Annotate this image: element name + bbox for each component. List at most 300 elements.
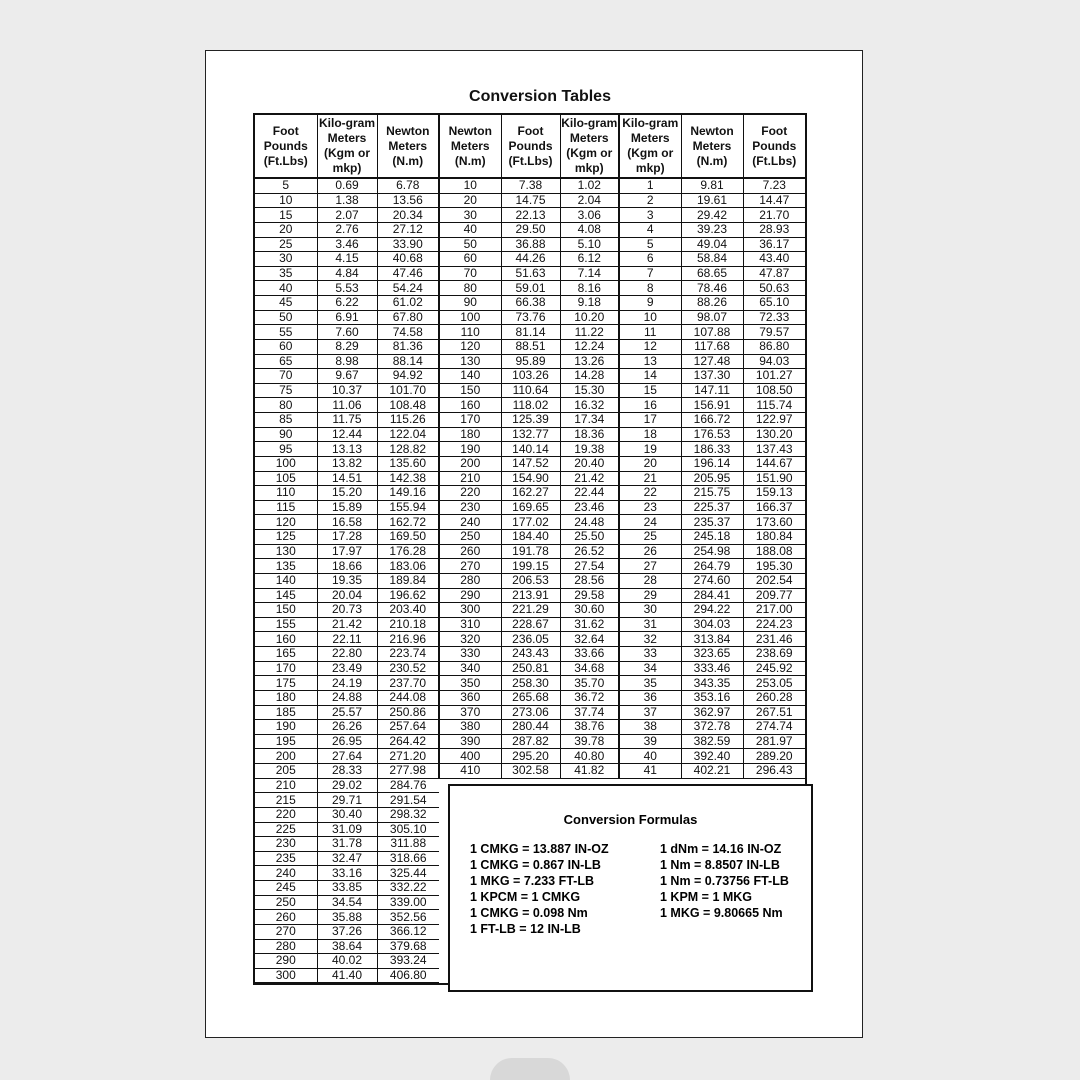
table-cell: 22.11 xyxy=(317,632,377,647)
table-row xyxy=(255,690,805,705)
table-cell: 154.90 xyxy=(501,471,560,486)
table-cell: 66.38 xyxy=(501,296,560,311)
table-cell: 245.18 xyxy=(681,530,743,545)
table-cell: 302.58 xyxy=(501,764,560,779)
table-cell: 2 xyxy=(619,193,681,208)
table-cell: 210 xyxy=(255,778,317,793)
table-cell: 210.18 xyxy=(377,617,439,632)
table-cell: 290 xyxy=(255,954,317,969)
table-cell: 45 xyxy=(255,296,317,311)
table-cell: 37.74 xyxy=(560,705,619,720)
table-cell: 130 xyxy=(439,354,501,369)
table-cell: 86.80 xyxy=(743,339,805,354)
table-cell: 166.72 xyxy=(681,413,743,428)
table-cell: 95.89 xyxy=(501,354,560,369)
table-row xyxy=(255,617,805,632)
table-cell: 101.27 xyxy=(743,369,805,384)
table-cell: 284.41 xyxy=(681,588,743,603)
table-cell: 162.27 xyxy=(501,486,560,501)
table-cell: 24.88 xyxy=(317,690,377,705)
column-header: Kilo-gram Meters (Kgm or mkp) xyxy=(317,115,377,178)
column-header: Foot Pounds (Ft.Lbs) xyxy=(255,115,317,178)
table-cell: 258.30 xyxy=(501,676,560,691)
table-cell: 230.52 xyxy=(377,661,439,676)
table-cell: 406.80 xyxy=(377,968,439,983)
table-cell: 24.48 xyxy=(560,515,619,530)
formula-line: 1 FT-LB = 12 IN-LB xyxy=(470,922,581,936)
table-cell: 221.29 xyxy=(501,603,560,618)
table-cell: 33 xyxy=(619,647,681,662)
table-cell: 13.26 xyxy=(560,354,619,369)
table-cell: 195 xyxy=(255,734,317,749)
table-cell: 95 xyxy=(255,442,317,457)
table-cell: 16.58 xyxy=(317,515,377,530)
table-cell: 274.74 xyxy=(743,720,805,735)
table-cell: 176.53 xyxy=(681,427,743,442)
table-cell: 55 xyxy=(255,325,317,340)
table-cell: 15.89 xyxy=(317,500,377,515)
table-cell: 34 xyxy=(619,661,681,676)
table-cell: 159.13 xyxy=(743,486,805,501)
table-cell: 31 xyxy=(619,617,681,632)
table-cell: 47.87 xyxy=(743,266,805,281)
table-cell: 206.53 xyxy=(501,573,560,588)
table-row xyxy=(255,354,805,369)
table-cell: 17 xyxy=(619,413,681,428)
table-cell: 0.69 xyxy=(317,178,377,193)
table-cell: 290 xyxy=(439,588,501,603)
table-cell: 224.23 xyxy=(743,617,805,632)
table-cell: 27.64 xyxy=(317,749,377,764)
table-cell: 235 xyxy=(255,851,317,866)
table-cell: 50.63 xyxy=(743,281,805,296)
table-cell: 115.74 xyxy=(743,398,805,413)
table-cell: 51.63 xyxy=(501,266,560,281)
column-header: Kilo-gram Meters (Kgm or mkp) xyxy=(619,115,681,178)
table-cell: 81.14 xyxy=(501,325,560,340)
column-header: Newton Meters (N.m) xyxy=(681,115,743,178)
table-cell: 10 xyxy=(255,193,317,208)
table-cell: 61.02 xyxy=(377,296,439,311)
table-cell: 151.90 xyxy=(743,471,805,486)
table-cell: 75 xyxy=(255,383,317,398)
table-cell: 118.02 xyxy=(501,398,560,413)
table-cell: 11.75 xyxy=(317,413,377,428)
table-cell: 238.69 xyxy=(743,647,805,662)
table-cell: 4.15 xyxy=(317,252,377,267)
table-cell: 9.18 xyxy=(560,296,619,311)
table-cell: 125 xyxy=(255,530,317,545)
table-cell: 4.08 xyxy=(560,222,619,237)
table-row xyxy=(255,222,805,237)
table-cell: 6 xyxy=(619,252,681,267)
table-row xyxy=(255,588,805,603)
table-cell: 231.46 xyxy=(743,632,805,647)
table-cell: 230 xyxy=(255,837,317,852)
table-cell: 78.46 xyxy=(681,281,743,296)
table-cell: 18.36 xyxy=(560,427,619,442)
table-cell: 352.56 xyxy=(377,910,439,925)
table-cell: 196.14 xyxy=(681,456,743,471)
table-row xyxy=(255,573,805,588)
table-cell: 215.75 xyxy=(681,486,743,501)
table-cell: 40.80 xyxy=(560,749,619,764)
table-cell: 253.05 xyxy=(743,676,805,691)
table-cell: 350 xyxy=(439,676,501,691)
table-cell: 366.12 xyxy=(377,924,439,939)
table-cell: 88.14 xyxy=(377,354,439,369)
table-cell: 6.91 xyxy=(317,310,377,325)
table-cell: 58.84 xyxy=(681,252,743,267)
table-cell: 332.22 xyxy=(377,881,439,896)
table-cell: 90 xyxy=(439,296,501,311)
table-cell: 1.38 xyxy=(317,193,377,208)
table-cell: 49.04 xyxy=(681,237,743,252)
table-cell: 38.64 xyxy=(317,939,377,954)
table-cell: 20 xyxy=(255,222,317,237)
table-cell: 108.50 xyxy=(743,383,805,398)
table-row xyxy=(255,632,805,647)
table-cell: 30.60 xyxy=(560,603,619,618)
table-cell: 184.40 xyxy=(501,530,560,545)
table-cell: 36.72 xyxy=(560,690,619,705)
table-cell: 31.62 xyxy=(560,617,619,632)
table-cell: 325.44 xyxy=(377,866,439,881)
formula-line: 1 CMKG = 0.098 Nm xyxy=(470,906,588,920)
table-cell: 22.80 xyxy=(317,647,377,662)
table-cell: 20.04 xyxy=(317,588,377,603)
table-cell: 393.24 xyxy=(377,954,439,969)
table-cell: 175 xyxy=(255,676,317,691)
table-cell: 35 xyxy=(255,266,317,281)
formula-line: 1 KPM = 1 MKG xyxy=(660,890,753,904)
table-cell: 37.26 xyxy=(317,924,377,939)
table-cell: 60 xyxy=(439,252,501,267)
table-cell: 310 xyxy=(439,617,501,632)
table-cell: 8.98 xyxy=(317,354,377,369)
table-cell: 205 xyxy=(255,764,317,779)
table-cell: 21.70 xyxy=(743,208,805,223)
table-cell: 135 xyxy=(255,559,317,574)
table-cell: 17.97 xyxy=(317,544,377,559)
table-cell: 140.14 xyxy=(501,442,560,457)
table-cell: 223.74 xyxy=(377,647,439,662)
table-row xyxy=(255,398,805,413)
table-cell: 130.20 xyxy=(743,427,805,442)
formulas-title: Conversion Formulas xyxy=(563,812,698,827)
table-cell: 2.07 xyxy=(317,208,377,223)
table-cell: 145 xyxy=(255,588,317,603)
table-cell: 33.66 xyxy=(560,647,619,662)
table-cell: 244.08 xyxy=(377,690,439,705)
table-cell: 289.20 xyxy=(743,749,805,764)
table-cell: 370 xyxy=(439,705,501,720)
table-cell: 5 xyxy=(619,237,681,252)
table-cell: 38 xyxy=(619,720,681,735)
formula-line: 1 MKG = 7.233 FT-LB xyxy=(470,874,594,888)
table-cell: 296.43 xyxy=(743,764,805,779)
table-cell: 54.24 xyxy=(377,281,439,296)
table-cell: 2.76 xyxy=(317,222,377,237)
table-cell: 180 xyxy=(255,690,317,705)
table-cell: 362.97 xyxy=(681,705,743,720)
table-cell: 260 xyxy=(439,544,501,559)
table-cell: 264.79 xyxy=(681,559,743,574)
table-cell: 170 xyxy=(439,413,501,428)
table-cell: 183.06 xyxy=(377,559,439,574)
table-cell: 254.98 xyxy=(681,544,743,559)
table-cell: 169.50 xyxy=(377,530,439,545)
table-cell: 36.17 xyxy=(743,237,805,252)
table-cell: 318.66 xyxy=(377,851,439,866)
table-row xyxy=(255,369,805,384)
column-header: Kilo-gram Meters (Kgm or mkp) xyxy=(560,115,619,178)
formula-line: 1 MKG = 9.80665 Nm xyxy=(660,906,783,920)
table-cell: 295.20 xyxy=(501,749,560,764)
table-cell: 80 xyxy=(255,398,317,413)
page-title: Conversion Tables xyxy=(469,88,611,105)
table-row xyxy=(255,530,805,545)
table-cell: 250.81 xyxy=(501,661,560,676)
table-cell: 330 xyxy=(439,647,501,662)
table-cell: 103.26 xyxy=(501,369,560,384)
table-cell: 240 xyxy=(439,515,501,530)
table-row xyxy=(255,237,805,252)
table-cell: 225.37 xyxy=(681,500,743,515)
table-cell: 10 xyxy=(619,310,681,325)
table-cell: 245 xyxy=(255,881,317,896)
table-row xyxy=(255,734,805,749)
page-shadow xyxy=(490,1058,570,1080)
table-cell: 28.33 xyxy=(317,764,377,779)
table-cell: 250.86 xyxy=(377,705,439,720)
table-cell: 29.50 xyxy=(501,222,560,237)
table-cell: 14.75 xyxy=(501,193,560,208)
table-row xyxy=(255,486,805,501)
table-cell: 142.38 xyxy=(377,471,439,486)
table-cell: 15.30 xyxy=(560,383,619,398)
table-cell: 202.54 xyxy=(743,573,805,588)
table-cell: 40 xyxy=(439,222,501,237)
table-row xyxy=(255,544,805,559)
table-cell: 311.88 xyxy=(377,837,439,852)
table-cell: 186.33 xyxy=(681,442,743,457)
table-cell: 6.22 xyxy=(317,296,377,311)
table-row xyxy=(255,647,805,662)
table-cell: 21 xyxy=(619,471,681,486)
table-cell: 27 xyxy=(619,559,681,574)
table-row xyxy=(255,252,805,267)
column-header: Newton Meters (N.m) xyxy=(439,115,501,178)
table-cell: 19.38 xyxy=(560,442,619,457)
table-cell: 13.82 xyxy=(317,456,377,471)
table-cell: 67.80 xyxy=(377,310,439,325)
table-cell: 14.51 xyxy=(317,471,377,486)
table-cell: 14 xyxy=(619,369,681,384)
table-cell: 160 xyxy=(255,632,317,647)
table-cell: 360 xyxy=(439,690,501,705)
table-cell: 298.32 xyxy=(377,807,439,822)
table-row xyxy=(255,193,805,208)
table-cell: 26.52 xyxy=(560,544,619,559)
table-cell: 372.78 xyxy=(681,720,743,735)
table-cell: 26.95 xyxy=(317,734,377,749)
table-cell: 115.26 xyxy=(377,413,439,428)
formula-line: 1 CMKG = 13.887 IN-OZ xyxy=(470,842,609,856)
table-cell: 30.40 xyxy=(317,807,377,822)
table-cell: 33.85 xyxy=(317,881,377,896)
table-cell: 5 xyxy=(255,178,317,193)
table-cell: 173.60 xyxy=(743,515,805,530)
table-cell: 291.54 xyxy=(377,793,439,808)
table-cell: 10.20 xyxy=(560,310,619,325)
table-cell: 3.46 xyxy=(317,237,377,252)
table-cell: 12 xyxy=(619,339,681,354)
table-cell: 34.68 xyxy=(560,661,619,676)
table-cell: 39.23 xyxy=(681,222,743,237)
table-cell: 14.47 xyxy=(743,193,805,208)
table-cell: 277.98 xyxy=(377,764,439,779)
table-cell: 7.60 xyxy=(317,325,377,340)
table-cell: 237.70 xyxy=(377,676,439,691)
table-cell: 26 xyxy=(619,544,681,559)
table-cell: 144.67 xyxy=(743,456,805,471)
table-cell: 107.88 xyxy=(681,325,743,340)
table-cell: 313.84 xyxy=(681,632,743,647)
table-cell: 26.26 xyxy=(317,720,377,735)
table-cell: 29.02 xyxy=(317,778,377,793)
table-cell: 88.51 xyxy=(501,339,560,354)
table-cell: 274.60 xyxy=(681,573,743,588)
table-cell: 9.81 xyxy=(681,178,743,193)
table-cell: 220 xyxy=(255,807,317,822)
table-cell: 340 xyxy=(439,661,501,676)
table-cell: 21.42 xyxy=(317,617,377,632)
table-cell: 4.84 xyxy=(317,266,377,281)
table-cell: 40.68 xyxy=(377,252,439,267)
table-row xyxy=(255,208,805,223)
table-cell: 25.57 xyxy=(317,705,377,720)
table-cell: 70 xyxy=(255,369,317,384)
table-cell: 31.09 xyxy=(317,822,377,837)
table-cell: 200 xyxy=(439,456,501,471)
formula-line: 1 KPCM = 1 CMKG xyxy=(470,890,581,904)
table-cell: 162.72 xyxy=(377,515,439,530)
table-cell: 353.16 xyxy=(681,690,743,705)
table-cell: 271.20 xyxy=(377,749,439,764)
table-cell: 287.82 xyxy=(501,734,560,749)
table-cell: 137.30 xyxy=(681,369,743,384)
table-cell: 200 xyxy=(255,749,317,764)
table-row xyxy=(255,661,805,676)
table-cell: 235.37 xyxy=(681,515,743,530)
formula-line: 1 Nm = 0.73756 FT-LB xyxy=(660,874,789,888)
table-cell: 19.61 xyxy=(681,193,743,208)
table-cell: 190 xyxy=(255,720,317,735)
table-row xyxy=(255,705,805,720)
table-cell: 29 xyxy=(619,588,681,603)
table-cell: 79.57 xyxy=(743,325,805,340)
table-cell: 213.91 xyxy=(501,588,560,603)
table-cell: 380 xyxy=(439,720,501,735)
table-cell: 379.68 xyxy=(377,939,439,954)
table-cell: 243.43 xyxy=(501,647,560,662)
table-cell: 147.11 xyxy=(681,383,743,398)
table-cell: 149.16 xyxy=(377,486,439,501)
table-cell: 32.47 xyxy=(317,851,377,866)
table-cell: 20.40 xyxy=(560,456,619,471)
table-cell: 22.13 xyxy=(501,208,560,223)
table-cell: 5.10 xyxy=(560,237,619,252)
table-cell: 9 xyxy=(619,296,681,311)
table-cell: 70 xyxy=(439,266,501,281)
table-cell: 280 xyxy=(255,939,317,954)
table-cell: 195.30 xyxy=(743,559,805,574)
table-cell: 3 xyxy=(619,208,681,223)
table-cell: 94.92 xyxy=(377,369,439,384)
table-cell: 257.64 xyxy=(377,720,439,735)
table-cell: 130 xyxy=(255,544,317,559)
column-header: Newton Meters (N.m) xyxy=(377,115,439,178)
table-cell: 203.40 xyxy=(377,603,439,618)
table-cell: 220 xyxy=(439,486,501,501)
table-cell: 37 xyxy=(619,705,681,720)
column-header: Foot Pounds (Ft.Lbs) xyxy=(501,115,560,178)
table-cell: 392.40 xyxy=(681,749,743,764)
table-cell: 1.02 xyxy=(560,178,619,193)
table-cell: 24 xyxy=(619,515,681,530)
table-cell: 209.77 xyxy=(743,588,805,603)
table-cell: 382.59 xyxy=(681,734,743,749)
table-cell: 22.44 xyxy=(560,486,619,501)
table-cell: 281.97 xyxy=(743,734,805,749)
table-row xyxy=(255,325,805,340)
table-cell: 43.40 xyxy=(743,252,805,267)
table-cell: 36 xyxy=(619,690,681,705)
table-row xyxy=(255,442,805,457)
table-cell: 264.42 xyxy=(377,734,439,749)
table-cell: 13.13 xyxy=(317,442,377,457)
table-cell: 267.51 xyxy=(743,705,805,720)
table-cell: 33.90 xyxy=(377,237,439,252)
table-cell: 32.64 xyxy=(560,632,619,647)
table-cell: 50 xyxy=(255,310,317,325)
table-cell: 402.21 xyxy=(681,764,743,779)
table-cell: 216.96 xyxy=(377,632,439,647)
table-cell: 215 xyxy=(255,793,317,808)
table-cell: 18.66 xyxy=(317,559,377,574)
table-cell: 150 xyxy=(439,383,501,398)
table-row xyxy=(255,456,805,471)
table-cell: 245.92 xyxy=(743,661,805,676)
table-cell: 265.68 xyxy=(501,690,560,705)
table-cell: 5.53 xyxy=(317,281,377,296)
table-cell: 15.20 xyxy=(317,486,377,501)
table-cell: 323.65 xyxy=(681,647,743,662)
table-cell: 205.95 xyxy=(681,471,743,486)
table-cell: 65.10 xyxy=(743,296,805,311)
table-cell: 16 xyxy=(619,398,681,413)
table-cell: 122.97 xyxy=(743,413,805,428)
table-cell: 35 xyxy=(619,676,681,691)
table-cell: 100 xyxy=(439,310,501,325)
table-cell: 7 xyxy=(619,266,681,281)
table-cell: 410 xyxy=(439,764,501,779)
table-cell: 170 xyxy=(255,661,317,676)
column-header: Foot Pounds (Ft.Lbs) xyxy=(743,115,805,178)
table-cell: 156.91 xyxy=(681,398,743,413)
table-cell: 188.08 xyxy=(743,544,805,559)
